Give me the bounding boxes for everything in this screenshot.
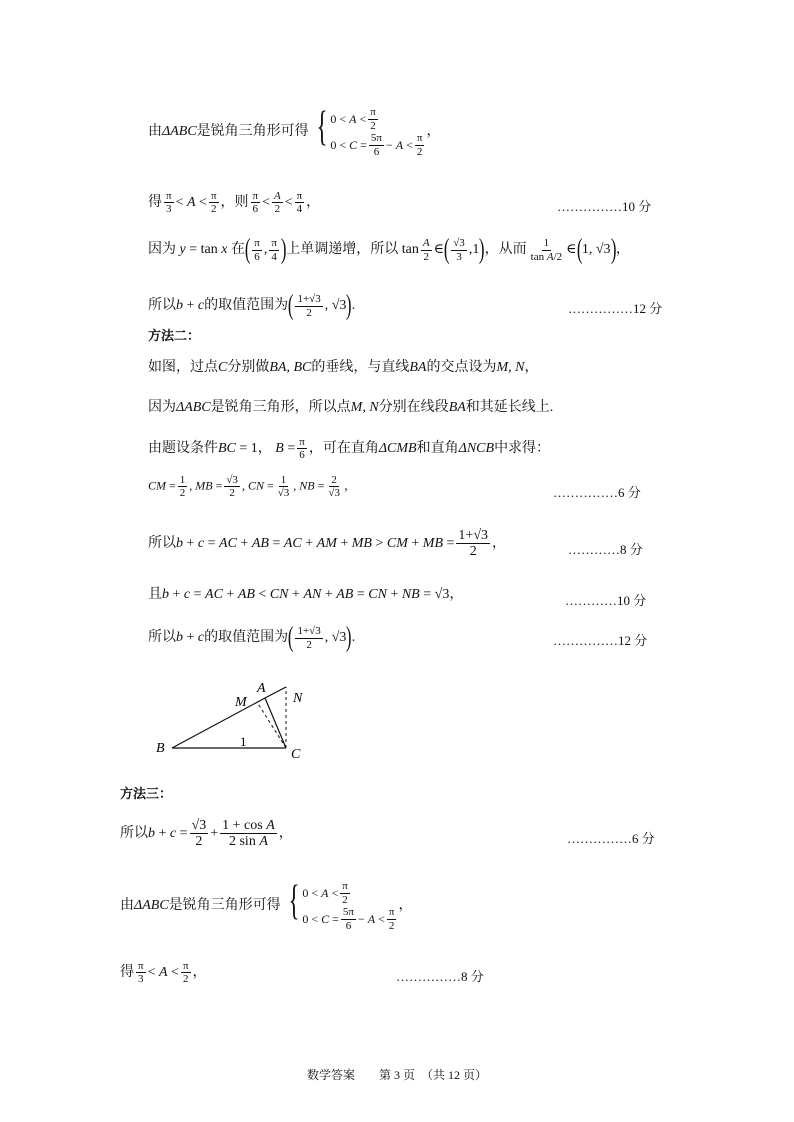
triangle-figure (150, 676, 350, 776)
inequality-system-1: { 0 < A < π 2 0 < C = 5π 6 − A < π 2 (316, 104, 423, 158)
segment-AN (265, 687, 286, 698)
segment-AC (265, 698, 286, 748)
label-B: B (156, 741, 165, 756)
inequality-system-2: { 0 < A < π 2 0 < C = 5π 6 − A < π 2 (288, 878, 395, 932)
score-12-b: ……………12 分 (553, 633, 648, 648)
method-2-upper-bound: 且b + c = AC + AB < CN + AN + AB = CN + NB = √3， (148, 587, 464, 602)
line-tan-monotone: 因为 y = tan x 在( $\frac{\pi}{6}$ , $\frac{\pi}{4}$ )上单调递增，所以 tan $\frac{A}{2}$ ∈( $\frac{√3}{3}$ ,1)，从而 $\frac{1}{\text{tan A/2}}$ ∈(1, √3)， (148, 234, 630, 265)
label-A: A (257, 681, 266, 696)
label-length-1: 1 (240, 734, 247, 749)
method-2-line-1: 如图，过点C分别做BA, BC的垂线，与直线BA的交点设为M, N， (148, 360, 539, 375)
label-C: C (291, 747, 301, 762)
segment-BA (172, 698, 265, 748)
score-6-a: ……………6 分 (553, 485, 641, 500)
label-N: N (293, 691, 303, 706)
page-footer: 数学答案 第 3 页 （共 12 页） (306, 1068, 487, 1082)
score-8-b: ……………8 分 (396, 969, 484, 984)
method-3-heading: 方法三： (120, 787, 173, 802)
line-range-result-2: 所以b + c的取值范围为( $\frac{1+√3}{2}$ , √3). (148, 622, 356, 653)
dashed-CM (257, 702, 286, 748)
line-acute-system-2: 由ΔABC是锐角三角形可得 { 0 < A < π 2 0 < C = 5π 6 − A < π 2 ， (120, 878, 413, 932)
score-10-a: ……………10 分 (557, 199, 652, 214)
line-range-result-1: 所以b + c的取值范围为( $\frac{1+√3}{2}$ , √3). (148, 290, 356, 321)
line-range-A-2: 得 $\frac{\pi}{3}$ < A < $\frac{\pi}{2}$ ， (120, 960, 207, 986)
score-6-b: ……………6 分 (567, 831, 655, 846)
method-2-heading: 方法二： (148, 329, 201, 344)
method-2-line-2: 因为ΔABC是锐角三角形，所以点M, N分别在线段BA和其延长线上. (148, 400, 554, 415)
label-M: M (235, 695, 247, 710)
score-10-b: …………10 分 (565, 593, 647, 608)
method-2-lengths: CM = $\frac{1}{2}$ , MB = $\frac{√3}{2}$ , CN = $\frac{1}{√3}$ , NB = $\frac{2}{√3}$ ， (148, 474, 356, 500)
method-2-line-3: 由题设条件BC = 1， B = $\frac{\pi}{6}$ ，可在直角ΔCMB和直角ΔNCB中求得： (148, 436, 551, 462)
method-3-expression: 所以b + c = $\frac{√3}{2}$ + $\frac{\text{1 + cos A}}{\text{2 sin A}}$ ， (120, 818, 293, 850)
line-range-A: 得 $\frac{\pi}{3}$ < A < $\frac{\pi}{2}$ ，则 $\frac{\pi}{6}$ < $\frac{A}{2}$ < $\frac{\pi}{4}$ ， (148, 190, 321, 216)
method-2-lower-bound: 所以b + c = AC + AB = AC + AM + MB > CM + MB = $\frac{1+√3}{2}$ ， (148, 528, 507, 560)
line-acute-system-1: 由ΔABC是锐角三角形可得 { 0 < A < π 2 0 < C = 5π 6 − A < π 2 ， (148, 104, 441, 158)
score-8-a: …………8 分 (568, 542, 643, 557)
score-12-a: ……………12 分 (568, 301, 663, 316)
